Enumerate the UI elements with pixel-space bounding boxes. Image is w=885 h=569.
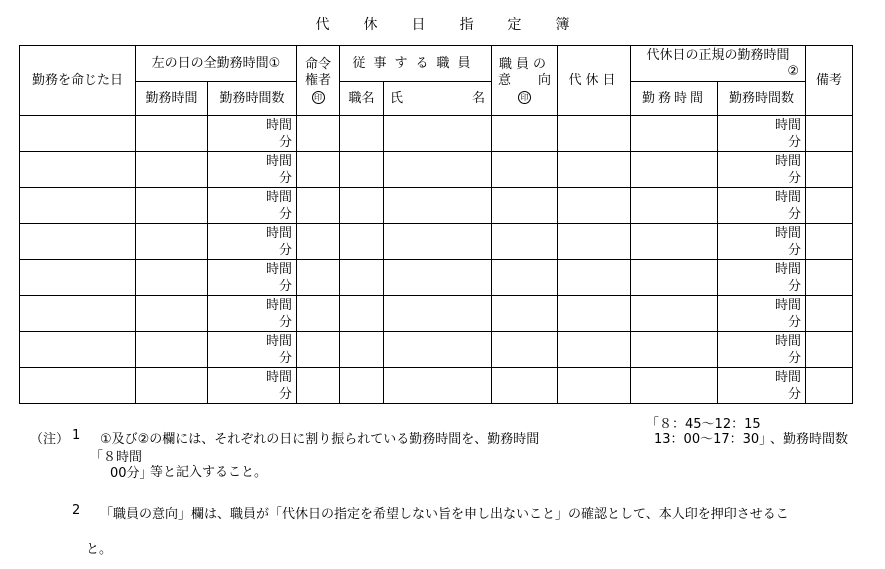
- table-row: [20, 260, 853, 296]
- note-1-number: 1: [72, 428, 81, 443]
- header-intent-line1: 職員の: [499, 56, 551, 72]
- table-cell[interactable]: [297, 296, 340, 332]
- hours-unit-label: 時間: [265, 225, 292, 241]
- table-cell[interactable]: [558, 152, 631, 188]
- note-2-text-line1: 「職員の意向」欄は、職員が「代休日の指定を希望しない旨を申し出ないこと」の確認として、本人印を押印させるこ: [100, 507, 789, 522]
- table-cell[interactable]: [492, 224, 558, 260]
- note-1-text-c: 等と記入すること。: [150, 465, 268, 480]
- table-cell[interactable]: [136, 188, 208, 224]
- table-cell[interactable]: [297, 116, 340, 152]
- table-row: [20, 152, 853, 188]
- minutes-unit-label: 分: [278, 314, 292, 330]
- regular-hours-count-cell[interactable]: [718, 260, 806, 296]
- table-cell[interactable]: [558, 116, 631, 152]
- note-1-example: [90, 450, 153, 482]
- table-cell[interactable]: [631, 152, 718, 188]
- table-cell[interactable]: [631, 116, 718, 152]
- work-hours-count-cell[interactable]: [208, 332, 297, 368]
- table-cell[interactable]: [806, 296, 853, 332]
- hours-unit-label: 時間: [265, 333, 292, 349]
- header-substitute-day: 代休日: [558, 46, 631, 116]
- table-cell[interactable]: [340, 116, 384, 152]
- header-regular-group: [631, 46, 806, 82]
- table-cell[interactable]: [20, 368, 136, 404]
- header-work-hours-count: 勤務時間数: [208, 82, 297, 116]
- table-cell[interactable]: [384, 260, 492, 296]
- table-row: [20, 224, 853, 260]
- table-cell[interactable]: [297, 368, 340, 404]
- table-cell[interactable]: [340, 296, 384, 332]
- table-cell[interactable]: [806, 116, 853, 152]
- minutes-unit-label: 分: [278, 350, 292, 366]
- title-char: 簿: [555, 17, 570, 33]
- page-title: [0, 14, 885, 34]
- table-cell[interactable]: [384, 296, 492, 332]
- table-row: [20, 188, 853, 224]
- title-char: 指: [459, 17, 474, 33]
- table-cell[interactable]: [136, 116, 208, 152]
- regular-hours-count-cell[interactable]: [718, 368, 806, 404]
- header-regular-line1: 代休日の正規の勤務時間: [646, 47, 790, 63]
- header-staff-title: 職名: [340, 82, 384, 116]
- table-cell[interactable]: [136, 224, 208, 260]
- work-hours-count-cell[interactable]: [208, 116, 297, 152]
- table-cell[interactable]: [558, 332, 631, 368]
- minutes-unit-label: 分: [788, 170, 802, 186]
- table-cell[interactable]: [806, 260, 853, 296]
- table-cell[interactable]: [806, 368, 853, 404]
- table-cell[interactable]: [492, 296, 558, 332]
- table-cell[interactable]: [558, 224, 631, 260]
- table-cell[interactable]: [631, 332, 718, 368]
- table-cell[interactable]: [558, 368, 631, 404]
- table-cell[interactable]: [20, 332, 136, 368]
- hours-unit-label: 時間: [775, 333, 802, 349]
- table-cell[interactable]: [297, 332, 340, 368]
- note-1-example-line1: 「８時間: [90, 450, 143, 465]
- minutes-unit-label: 分: [788, 278, 802, 294]
- header-intent-char-b: 向: [538, 72, 552, 88]
- table-cell[interactable]: [20, 296, 136, 332]
- table-cell[interactable]: [631, 260, 718, 296]
- hours-unit-label: 時間: [775, 189, 802, 205]
- table-cell[interactable]: [806, 332, 853, 368]
- table-cell[interactable]: [136, 296, 208, 332]
- table-cell[interactable]: [631, 296, 718, 332]
- table-cell[interactable]: [340, 332, 384, 368]
- header-staff-group: 従事する職員: [340, 46, 492, 82]
- hours-unit-label: 時間: [775, 153, 802, 169]
- regular-hours-count-cell[interactable]: [718, 332, 806, 368]
- note-1-example-line2: 00分」: [110, 466, 153, 481]
- work-hours-count-cell[interactable]: [208, 188, 297, 224]
- table-cell[interactable]: [297, 260, 340, 296]
- header-regular-hours: 勤務時間: [631, 82, 718, 116]
- table-cell[interactable]: [340, 188, 384, 224]
- title-char: 休: [363, 17, 378, 33]
- work-hours-count-cell[interactable]: [208, 224, 297, 260]
- minutes-unit-label: 分: [278, 134, 292, 150]
- note-1-text-b: 、勤務時間数: [770, 432, 849, 447]
- table-cell[interactable]: [492, 332, 558, 368]
- regular-hours-count-cell[interactable]: [718, 296, 806, 332]
- table-cell[interactable]: [340, 224, 384, 260]
- table-cell[interactable]: [20, 152, 136, 188]
- table-cell[interactable]: [384, 116, 492, 152]
- table-cell[interactable]: [340, 260, 384, 296]
- note-2-number: 2: [72, 503, 81, 518]
- table-cell[interactable]: [384, 224, 492, 260]
- table-cell[interactable]: [806, 188, 853, 224]
- header-staff-name-1: 氏: [390, 90, 404, 106]
- table-cell[interactable]: [340, 152, 384, 188]
- table-cell[interactable]: [340, 368, 384, 404]
- table-cell[interactable]: [631, 224, 718, 260]
- hours-unit-label: 時間: [265, 117, 292, 133]
- header-intent: [492, 46, 558, 116]
- header-authority-line2: 権者: [304, 72, 331, 88]
- header-remarks: 備考: [806, 46, 853, 116]
- hours-unit-label: 時間: [775, 117, 802, 133]
- table-cell[interactable]: [384, 188, 492, 224]
- table-cell[interactable]: [806, 152, 853, 188]
- table-cell[interactable]: [558, 188, 631, 224]
- table-cell[interactable]: [492, 188, 558, 224]
- work-hours-count-cell[interactable]: [208, 152, 297, 188]
- table-row: [20, 332, 853, 368]
- hours-unit-label: 時間: [775, 225, 802, 241]
- table-cell[interactable]: [297, 188, 340, 224]
- table-cell[interactable]: [20, 260, 136, 296]
- header-work-hours: 勤務時間: [136, 82, 208, 116]
- table-cell[interactable]: [492, 152, 558, 188]
- header-staff-name: [384, 82, 492, 116]
- table-cell[interactable]: [297, 152, 340, 188]
- title-char: 日: [411, 17, 426, 33]
- minutes-unit-label: 分: [788, 206, 802, 222]
- table-cell[interactable]: [384, 368, 492, 404]
- hours-unit-label: 時間: [265, 261, 292, 277]
- table-cell[interactable]: [136, 152, 208, 188]
- hours-unit-label: 時間: [775, 369, 802, 385]
- minutes-unit-label: 分: [788, 242, 802, 258]
- table-cell[interactable]: [20, 188, 136, 224]
- header-regular-hours-count: 勤務時間数: [718, 82, 806, 116]
- hours-unit-label: 時間: [265, 153, 292, 169]
- table-cell[interactable]: [492, 116, 558, 152]
- minutes-unit-label: 分: [278, 242, 292, 258]
- title-char: 代: [315, 17, 330, 33]
- header-authority: [297, 46, 340, 116]
- seal-icon: 印: [312, 91, 325, 104]
- note-1-bracket-line1: 「８：45～12：15: [646, 417, 761, 432]
- table-cell[interactable]: [558, 260, 631, 296]
- note-1-bracket-line2: 13：00～17：30」: [654, 432, 773, 447]
- header-regular-line2: ②: [787, 63, 800, 79]
- table-row: [20, 116, 853, 152]
- table-cell[interactable]: [20, 116, 136, 152]
- work-hours-count-cell[interactable]: [208, 296, 297, 332]
- table-cell[interactable]: [136, 368, 208, 404]
- regular-hours-count-cell[interactable]: [718, 116, 806, 152]
- regular-hours-count-cell[interactable]: [718, 152, 806, 188]
- header-work-hours-group: 左の日の全勤務時間①: [136, 46, 297, 82]
- table-cell[interactable]: [20, 224, 136, 260]
- title-char: 定: [507, 17, 522, 33]
- seal-icon: 印: [518, 91, 531, 104]
- table-cell[interactable]: [558, 296, 631, 332]
- note-2-text-line2: と。: [86, 542, 113, 557]
- header-authority-line1: 命令: [304, 56, 331, 72]
- header-staff-name-2: 名: [472, 90, 486, 106]
- hours-unit-label: 時間: [775, 261, 802, 277]
- note-1-bracket: [646, 417, 772, 447]
- substitute-holiday-table: [19, 45, 853, 404]
- table-row: [20, 296, 853, 332]
- minutes-unit-label: 分: [788, 386, 802, 402]
- table-cell[interactable]: [806, 224, 853, 260]
- table-cell[interactable]: [631, 188, 718, 224]
- table-cell[interactable]: [384, 332, 492, 368]
- table-cell[interactable]: [492, 368, 558, 404]
- header-intent-char-a: 意: [498, 72, 512, 88]
- header-order-date: 勤務を命じた日: [20, 46, 136, 116]
- work-hours-count-cell[interactable]: [208, 260, 297, 296]
- table-row: [20, 368, 853, 404]
- minutes-unit-label: 分: [278, 386, 292, 402]
- table-cell[interactable]: [136, 260, 208, 296]
- table-cell[interactable]: [631, 368, 718, 404]
- minutes-unit-label: 分: [788, 314, 802, 330]
- table-cell[interactable]: [136, 332, 208, 368]
- regular-hours-count-cell[interactable]: [718, 224, 806, 260]
- note-1-text-a: ①及び②の欄には、それぞれの日に割り振られている勤務時間を、勤務時間: [100, 432, 540, 447]
- regular-hours-count-cell[interactable]: [718, 188, 806, 224]
- table-cell[interactable]: [384, 152, 492, 188]
- hours-unit-label: 時間: [265, 189, 292, 205]
- hours-unit-label: 時間: [265, 297, 292, 313]
- hours-unit-label: 時間: [775, 297, 802, 313]
- note-label: （注）: [30, 432, 70, 447]
- table-cell[interactable]: [297, 224, 340, 260]
- minutes-unit-label: 分: [278, 170, 292, 186]
- hours-unit-label: 時間: [265, 369, 292, 385]
- minutes-unit-label: 分: [788, 134, 802, 150]
- minutes-unit-label: 分: [278, 278, 292, 294]
- work-hours-count-cell[interactable]: [208, 368, 297, 404]
- minutes-unit-label: 分: [788, 350, 802, 366]
- table-cell[interactable]: [492, 260, 558, 296]
- minutes-unit-label: 分: [278, 206, 292, 222]
